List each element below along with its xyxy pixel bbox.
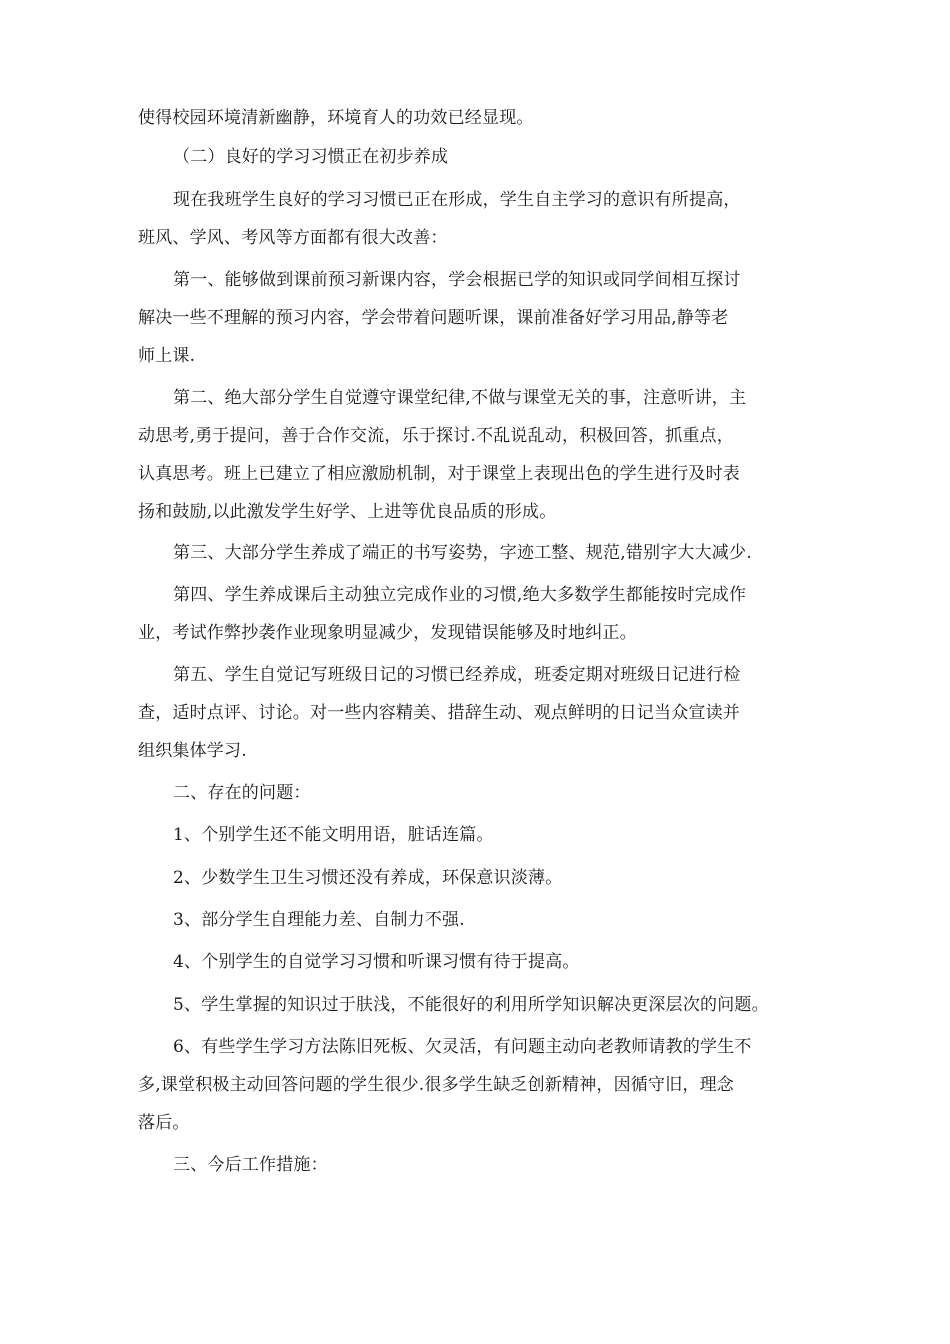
text-line: 第三、大部分学生养成了端正的书写姿势，字迹工整、规范,错别字大大减少. bbox=[173, 543, 752, 563]
text-line: 动思考,勇于提问，善于合作交流，乐于探讨.不乱说乱动，积极回答，抓重点， bbox=[138, 426, 735, 446]
text-line: 师上课. bbox=[138, 346, 196, 366]
text-line: 第一、能够做到课前预习新课内容，学会根据已学的知识或同学间相互探讨 bbox=[173, 270, 741, 290]
text-line: 组织集体学习. bbox=[138, 741, 247, 761]
list-item: 4、个别学生的自觉学习习惯和听课习惯有待于提高。 bbox=[173, 952, 580, 972]
text-line: 使得校园环境清新幽静，环境育人的功效已经显现。 bbox=[138, 108, 534, 128]
section-heading: 三、今后工作措施： bbox=[173, 1155, 328, 1175]
text-line: 现在我班学生良好的学习习惯已正在形成，学生自主学习的意识有所提高， bbox=[173, 190, 741, 210]
text-line: 查，适时点评、讨论。对一些内容精美、措辞生动、观点鲜明的日记当众宣读并 bbox=[138, 703, 740, 723]
text-line: 业，考试作弊抄袭作业现象明显减少，发现错误能够及时地纠正。 bbox=[138, 623, 637, 643]
list-item: 5、学生掌握的知识过于肤浅，不能很好的利用所学知识解决更深层次的问题。 bbox=[173, 995, 769, 1015]
section-heading: （二）良好的学习习惯正在初步养成 bbox=[173, 147, 449, 167]
text-line: 班风、学风、考风等方面都有很大改善： bbox=[138, 228, 448, 248]
text-line: 落后。 bbox=[138, 1113, 190, 1133]
text-line: 解决一些不理解的预习内容，学会带着问题听课，课前准备好学习用品,静等老 bbox=[138, 308, 729, 328]
list-item: 1、个别学生还不能文明用语，脏话连篇。 bbox=[173, 825, 494, 845]
text-line: 第二、绝大部分学生自觉遵守课堂纪律,不做与课堂无关的事，注意听讲，主 bbox=[173, 388, 747, 408]
list-item: 6、有些学生学习方法陈旧死板、欠灵活，有问题主动向老教师请教的学生不 bbox=[173, 1037, 752, 1057]
text-line: 扬和鼓励,以此激发学生好学、上进等优良品质的形成。 bbox=[138, 502, 557, 522]
text-line: 第五、学生自觉记写班级日记的习惯已经养成，班委定期对班级日记进行检 bbox=[173, 665, 741, 685]
section-heading: 二、存在的问题： bbox=[173, 783, 311, 803]
text-line: 多,课堂积极主动回答问题的学生很少.很多学生缺乏创新精神，因循守旧，理念 bbox=[138, 1075, 735, 1095]
list-item: 3、部分学生自理能力差、自制力不强. bbox=[173, 910, 465, 930]
text-line: 第四、学生养成课后主动独立完成作业的习惯,绝大多数学生都能按时完成作 bbox=[173, 585, 747, 605]
list-item: 2、少数学生卫生习惯还没有养成，环保意识淡薄。 bbox=[173, 868, 563, 888]
text-line: 认真思考。班上已建立了相应激励机制，对于课堂上表现出色的学生进行及时表 bbox=[138, 464, 740, 484]
